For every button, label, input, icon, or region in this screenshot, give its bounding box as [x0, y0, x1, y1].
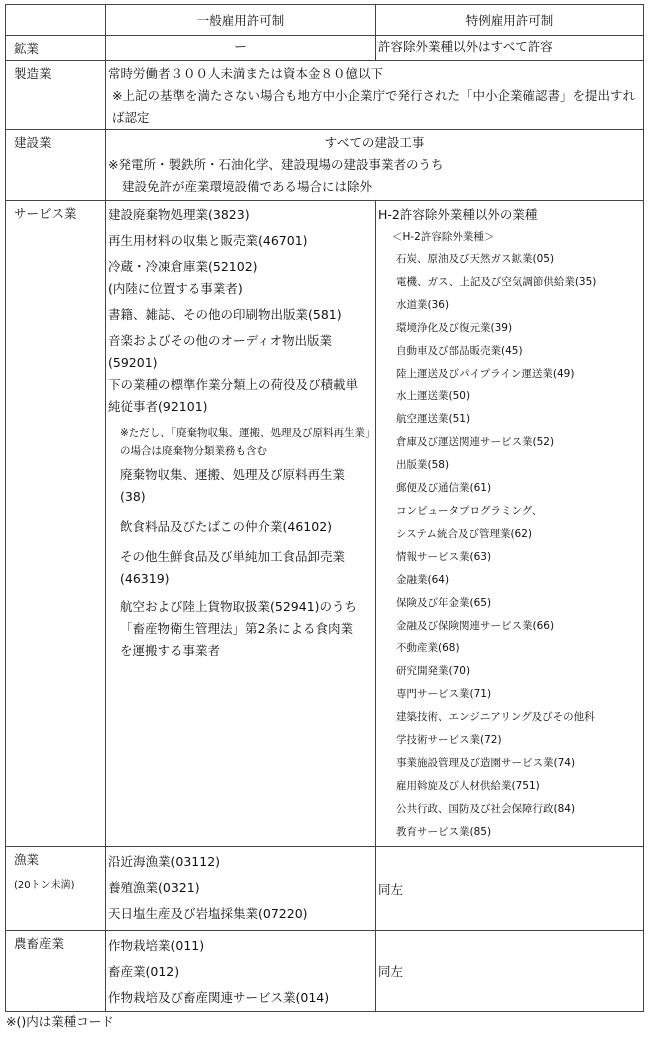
- services-special-item: 公共行政、国防及び社会保障行政(84): [396, 802, 576, 815]
- services-general-item: 下の業種の標準作業分類上の荷役及び積載単: [108, 377, 359, 392]
- services-general-item: 再生用材料の収集と販売業(46701): [108, 233, 308, 248]
- header-category: [6, 5, 106, 36]
- construction-line1: すべての建設工事: [324, 135, 425, 150]
- services-general: [106, 201, 376, 847]
- services-special-item: 航空運送業(51): [396, 413, 471, 426]
- fishery-label-cell: [6, 847, 106, 931]
- header-special: 特例雇用許可制: [376, 5, 644, 36]
- services-special-subhead: ＜H-2許容除外業種＞: [392, 231, 495, 243]
- fishery-item: 養殖漁業(0321): [108, 880, 200, 895]
- agriculture-item: 畜産業(012): [108, 964, 180, 979]
- services-special-item: 情報サービス業(63): [396, 550, 492, 563]
- services-special-head: H-2許容除外業種以外の業種: [378, 207, 538, 222]
- services-sub-item: (46319): [120, 571, 170, 586]
- row-agriculture: [6, 931, 644, 1012]
- fishery-item: 沿近海漁業(03112): [108, 854, 221, 869]
- services-special-item: 専門サービス業(71): [396, 688, 492, 701]
- services-general-item: (内陸に位置する事業者): [108, 281, 243, 296]
- services-special: [376, 201, 644, 847]
- fishery-item: 天日塩生産及び岩塩採集業(07220): [108, 906, 308, 921]
- manufacturing-cell: [106, 61, 644, 130]
- row-fishery: [6, 847, 644, 931]
- mining-general: ー: [106, 36, 376, 61]
- footnote: ※()内は業種コード: [6, 1014, 114, 1029]
- services-special-item: 電機、ガス、上記及び空気調節供給業(35): [396, 275, 597, 288]
- construction-line2: ※発電所・製鉄所・石油化学、建設現場の建設事業者のうち: [108, 157, 444, 172]
- agriculture-special: 同左: [376, 931, 644, 1012]
- fishery-special: 同左: [376, 847, 644, 931]
- services-sub-item: 廃棄物収集、運搬、処理及び原料再生業: [120, 467, 346, 482]
- services-special-item: システム統合及び管理業(62): [396, 527, 533, 540]
- agriculture-item: 作物栽培及び畜産関連サービス業(014): [108, 990, 330, 1005]
- services-special-item: 金融及び保険関連サービス業(66): [396, 619, 555, 632]
- header-general: 一般雇用許可制: [106, 5, 376, 36]
- fishery-sublabel: (20トン未満): [14, 880, 75, 891]
- agriculture-label: 農畜産業: [6, 931, 106, 1012]
- services-general-item: 書籍、雑誌、その他の印刷物出版業(581): [108, 307, 342, 322]
- services-general-item: 冷蔵・冷凍倉庫業(52102): [108, 259, 258, 274]
- services-general-item: (59201): [108, 355, 158, 370]
- services-special-item: 保険及び年金業(65): [396, 596, 492, 609]
- row-construction: [6, 130, 644, 201]
- services-special-item: 雇用斡旋及び人材供給業(751): [396, 779, 540, 792]
- services-sub-item: を運搬する事業者: [120, 643, 221, 658]
- services-sub-item: (38): [120, 489, 146, 504]
- services-special-list: [378, 248, 641, 844]
- services-special-item: 環境浄化及び復元業(39): [396, 321, 513, 334]
- header-row: [6, 5, 644, 36]
- services-sub-item: その他生鮮食品及び単純加工食品卸売業: [120, 549, 346, 564]
- construction-cell: [106, 130, 644, 201]
- row-mining: [6, 36, 644, 61]
- services-general-note: ※ただし、「廃棄物収集、運搬、処理及び原料再生業」の場合は廃棄物分類業務も含む: [120, 427, 371, 457]
- services-general-item: 純従事者(92101): [108, 399, 208, 414]
- services-special-item: 倉庫及び運送関連サービス業(52): [396, 436, 555, 449]
- services-special-item: 自動車及び部品販売業(45): [396, 344, 523, 357]
- manufacturing-line2: ※上記の基準を満たさない場合も地方中小企業庁で発行された「中小企業確認書」を提出すれば認定: [112, 88, 635, 125]
- row-services: [6, 201, 644, 847]
- construction-label: 建設業: [6, 130, 106, 201]
- construction-line3: 建設免許が産業環境設備である場合には除外: [122, 179, 373, 194]
- agriculture-item: 作物栽培業(011): [108, 938, 205, 953]
- services-special-item: 水道業(36): [396, 298, 450, 311]
- services-special-item: 陸上運送及びパイプライン運送業(49): [396, 367, 575, 380]
- mining-special: 許容除外業種以外はすべて許容: [376, 36, 644, 61]
- services-general-item: 音楽およびその他のオーディオ物出版業: [108, 333, 333, 348]
- services-special-item: 金融業(64): [396, 573, 450, 586]
- fishery-general: [106, 847, 376, 931]
- agriculture-general: [106, 931, 376, 1012]
- services-sub-item: 航空および陸上貨物取扱業(52941)のうち: [120, 599, 358, 614]
- services-general-item: 建設廃棄物処理業(3823): [108, 207, 250, 222]
- services-special-item: 教育サービス業(85): [396, 825, 492, 838]
- services-sub-item: 「畜産物衛生管理法」第2条による食肉業: [120, 621, 353, 636]
- manufacturing-line1: 常時労働者３００人未満または資本金８０億以下: [108, 66, 384, 81]
- services-sub-item: 飲食料品及びたばこの仲介業(46102): [120, 519, 333, 534]
- services-special-item: 郵便及び通信業(61): [396, 482, 492, 495]
- services-special-item: コンピュータプログラミング、: [396, 504, 543, 517]
- mining-label: 鉱業: [6, 36, 106, 61]
- services-special-item: 不動産業(68): [396, 642, 460, 655]
- row-manufacturing: [6, 61, 644, 130]
- services-special-item: 出版業(58): [396, 459, 450, 472]
- services-special-item: 事業施設管理及び造園サービス業(74): [396, 756, 576, 769]
- services-special-item: 石炭、原油及び天然ガス鉱業(05): [396, 253, 555, 265]
- manufacturing-label: 製造業: [6, 61, 106, 130]
- industry-permit-table: [5, 4, 644, 1012]
- services-special-item: 研究開発業(70): [396, 665, 471, 678]
- services-label: サービス業: [6, 201, 106, 847]
- fishery-label: 漁業: [14, 852, 40, 867]
- services-special-item: 建築技術、エンジニアリング及びその他科: [396, 711, 595, 724]
- services-special-item: 学技術サービス業(72): [396, 734, 502, 747]
- services-special-item: 水上運送業(50): [396, 390, 471, 403]
